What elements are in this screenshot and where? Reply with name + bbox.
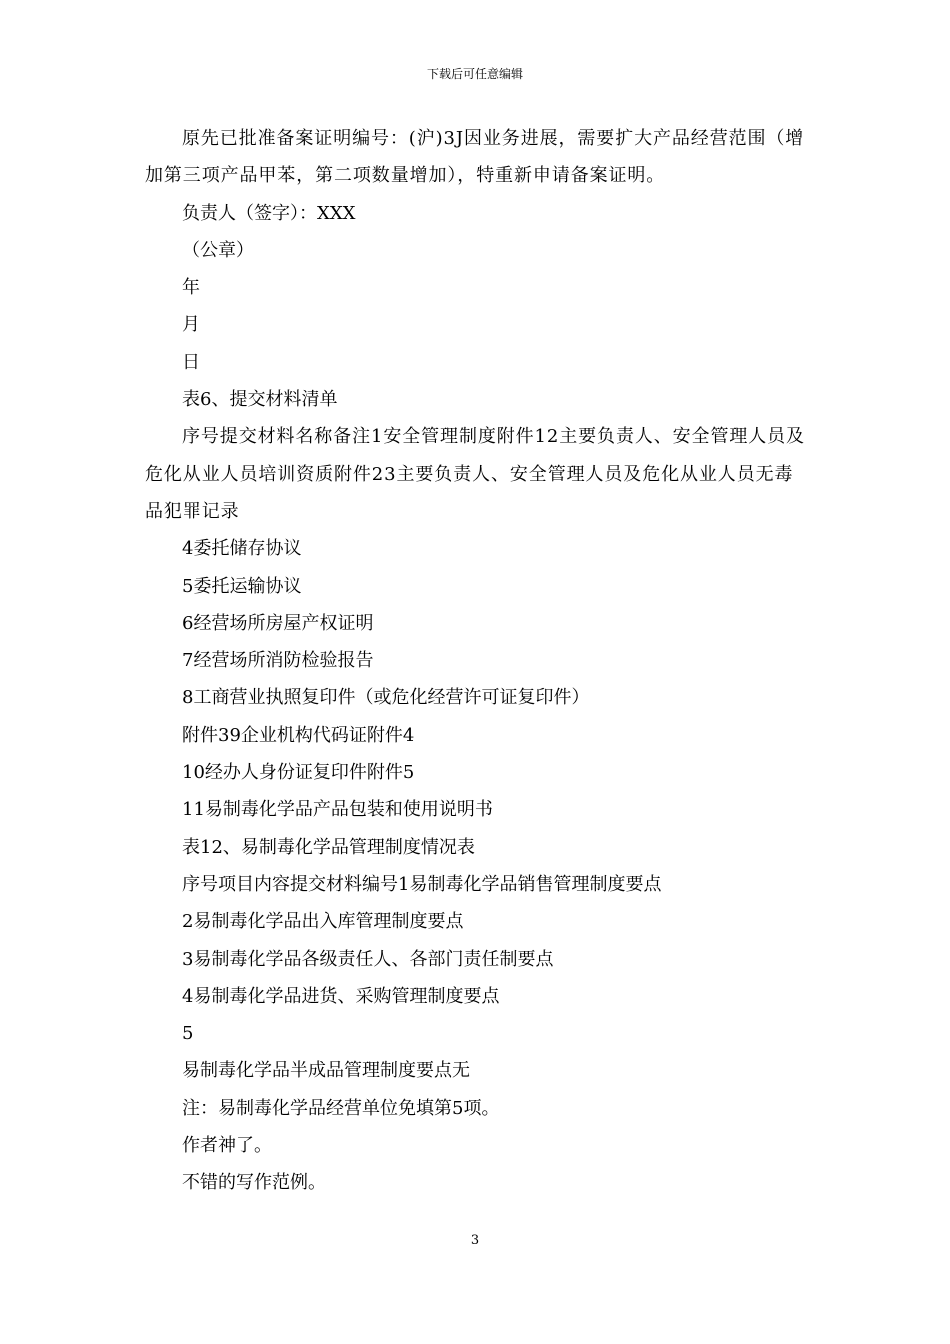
table-12-row-3: 3易制毒化学品各级责任人、各部门责任制要点 — [182, 948, 554, 970]
table-6-row-8: 8工商营业执照复印件（或危化经营许可证复印件） — [182, 687, 590, 709]
table-6-row-1-3: 序号提交材料名称备注1安全管理制度附件12主要负责人、安全管理人员及危化从业人员培训资质附件23主要负责人、安全管理人员及危化从业人员无毒品犯罪记录 — [145, 426, 805, 522]
page-header-note: 下载后可任意编辑 — [426, 67, 523, 81]
table-6-row-6: 6经营场所房屋产权证明 — [182, 612, 374, 634]
paragraph-note: 注：易制毒化学品经营单位免填第5项。 — [182, 1097, 500, 1119]
paragraph-signature: 负责人（签字）：XXX — [182, 202, 356, 224]
table-12-row-2: 2易制毒化学品出入库管理制度要点 — [182, 911, 464, 933]
paragraph-year: 年 — [182, 277, 200, 299]
table-6-row-5: 5委托运输协议 — [182, 575, 302, 597]
paragraph-day: 日 — [182, 351, 200, 373]
paragraph-comment-1: 作者神了。 — [182, 1135, 272, 1157]
table-6-row-4: 4委托储存协议 — [182, 538, 302, 560]
paragraph-comment-2: 不错的写作范例。 — [182, 1172, 326, 1194]
paragraph-seal: （公章） — [182, 239, 254, 261]
page-number: 3 — [470, 1233, 480, 1248]
table-6-row-11: 11易制毒化学品产品包装和使用说明书 — [182, 799, 493, 821]
table-12-row-5-number: 5 — [182, 1023, 194, 1045]
table-6-row-10: 10经办人身份证复印件附件5 — [182, 762, 415, 784]
table-12-title: 表12、易制毒化学品管理制度情况表 — [182, 836, 475, 858]
table-12-row-5-content: 易制毒化学品半成品管理制度要点无 — [182, 1060, 470, 1082]
table-6-row-7: 7经营场所消防检验报告 — [182, 650, 374, 672]
paragraph-filing-reason: 原先已批准备案证明编号：(沪)3J因业务进展，需要扩大产品经营范围（增加第三项产品甲苯，第二项数量增加），特重新申请备案证明。 — [145, 128, 805, 187]
document-body — [145, 120, 810, 1202]
paragraph-month: 月 — [182, 314, 200, 336]
table-6-row-9: 附件39企业机构代码证附件4 — [182, 724, 415, 746]
table-6-title: 表6、提交材料清单 — [182, 389, 338, 411]
table-12-row-1: 序号项目内容提交材料编号1易制毒化学品销售管理制度要点 — [182, 873, 662, 895]
table-12-row-4: 4易制毒化学品进货、采购管理制度要点 — [182, 985, 500, 1007]
